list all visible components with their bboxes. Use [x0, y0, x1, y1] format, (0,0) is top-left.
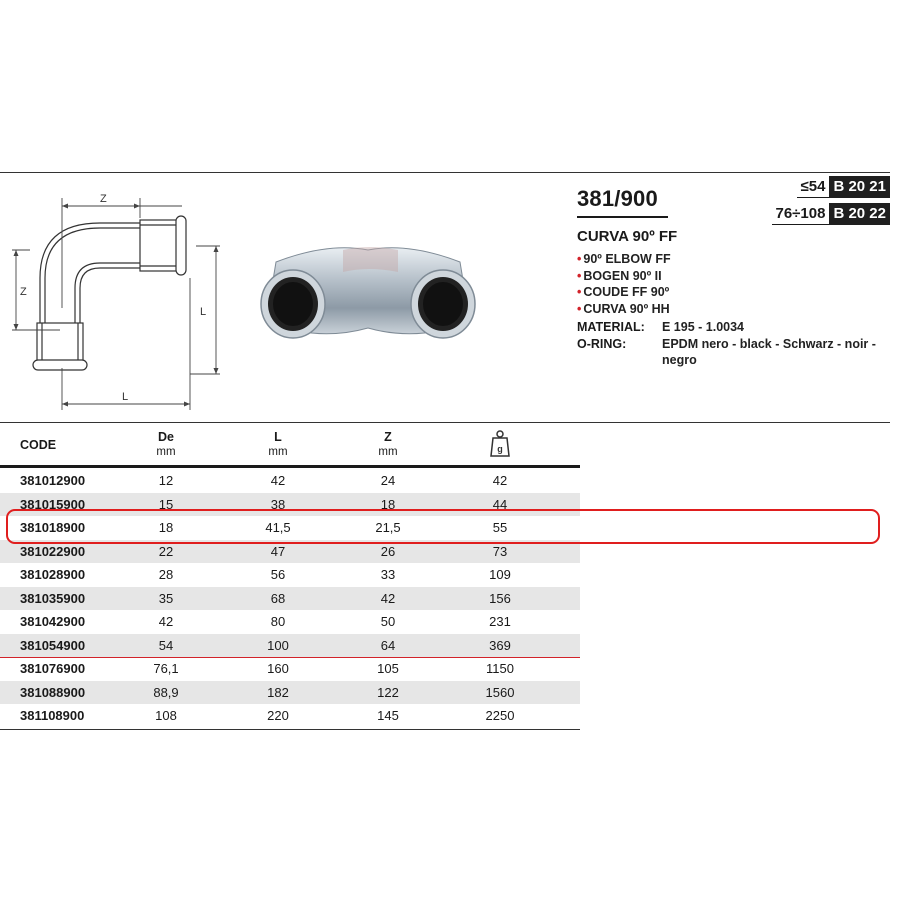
cell-code: 381022900	[20, 543, 86, 559]
table-row	[0, 657, 580, 681]
cell-l: 100	[267, 637, 289, 653]
header-rule	[0, 465, 580, 468]
red-dot-bullet-icon: •	[577, 268, 582, 283]
cell-code: 381015900	[20, 496, 86, 512]
cell-l: 160	[267, 661, 289, 676]
header-weight	[470, 428, 530, 461]
cell-de: 54	[158, 637, 174, 653]
dim-z-left: Z	[20, 286, 27, 298]
table-row	[0, 634, 580, 658]
cell-de: 28	[158, 567, 174, 582]
cell-de: 42	[158, 614, 174, 629]
red-dot-bullet-icon: •	[577, 285, 582, 299]
cell-z: 24	[380, 473, 396, 488]
cell-z: 50	[380, 614, 396, 629]
cell-g: 1560	[485, 684, 515, 700]
row-highlight	[6, 509, 880, 544]
table-row	[0, 563, 580, 587]
size-badge	[797, 176, 890, 198]
red-dot-bullet-icon: •	[577, 301, 582, 316]
table-body	[0, 469, 580, 728]
cell-code: 381054900	[20, 637, 86, 653]
table-row	[0, 587, 580, 611]
cell-g: 1150	[486, 661, 514, 676]
translation-item: • BOGEN 90º II	[577, 268, 662, 283]
cell-l: 41,5	[265, 520, 291, 535]
badge-code: B 20 22	[829, 203, 890, 225]
cell-l: 38	[270, 496, 286, 512]
table-bottom-rule	[0, 729, 580, 730]
cell-l: 47	[270, 543, 286, 559]
dim-l-bottom: L	[122, 391, 129, 403]
header-l: L mm	[268, 430, 288, 458]
table-row	[0, 610, 580, 634]
svg-text:g: g	[497, 444, 503, 454]
cell-g: 44	[492, 496, 508, 512]
cell-code: 381088900	[20, 684, 86, 700]
cell-z: 33	[380, 567, 396, 582]
cell-g: 42	[492, 473, 508, 488]
red-dot-bullet-icon: •	[577, 252, 582, 266]
cell-code: 381108900	[20, 708, 85, 723]
table-header	[0, 426, 580, 464]
section-divider	[0, 422, 890, 423]
group-divider	[0, 657, 580, 658]
header-z: Z mm	[378, 430, 398, 458]
cell-l: 42	[270, 473, 286, 488]
product-photo	[248, 232, 488, 350]
translation-item: • 90º ELBOW FF	[577, 252, 671, 266]
badge-range: 76÷108	[772, 203, 830, 225]
weight-icon	[489, 428, 511, 458]
code-underline	[577, 216, 668, 218]
cell-code: 381042900	[20, 614, 86, 629]
cell-g: 73	[492, 543, 508, 559]
size-badge	[772, 203, 891, 225]
dim-l-right: L	[200, 306, 207, 318]
translations-list	[577, 251, 671, 317]
cell-l: 80	[270, 614, 286, 629]
cell-g: 55	[492, 520, 508, 535]
cell-de: 18	[158, 520, 174, 535]
cell-de: 108	[155, 708, 177, 723]
table-row	[0, 469, 580, 493]
oring-value-line2: negro	[662, 353, 697, 367]
cell-z: 105	[377, 661, 399, 676]
cell-l: 56	[270, 567, 286, 582]
cell-z: 18	[380, 496, 396, 512]
technical-drawing	[0, 178, 240, 418]
cell-code: 381035900	[20, 590, 86, 606]
cell-de: 88,9	[153, 684, 179, 700]
table-row	[0, 704, 580, 728]
cell-g: 2250	[485, 708, 515, 723]
oring-value-line1: EPDM nero - black - Schwarz - noir -	[662, 337, 876, 351]
cell-code: 381028900	[20, 567, 86, 582]
material-value: E 195 - 1.0034	[662, 320, 745, 334]
header-code: CODE	[20, 438, 57, 452]
translation-item: • COUDE FF 90º	[577, 285, 670, 299]
cell-code: 381012900	[20, 473, 86, 488]
header-de: De mm	[156, 430, 176, 458]
cell-de: 35	[158, 590, 174, 606]
material-label: MATERIAL:	[577, 320, 645, 334]
product-code: 381/900	[577, 186, 658, 211]
top-divider	[0, 172, 890, 173]
cell-de: 76,1	[153, 661, 179, 676]
oring-label: O-RING:	[577, 337, 627, 351]
badge-code: B 20 21	[829, 176, 890, 198]
cell-z: 42	[380, 590, 396, 606]
cell-g: 231	[489, 614, 511, 629]
translation-item: • CURVA 90º HH	[577, 301, 670, 316]
badge-range: ≤54	[797, 176, 830, 198]
cell-code: 381018900	[20, 520, 86, 535]
cell-z: 64	[380, 637, 396, 653]
table-row	[0, 681, 580, 705]
cell-l: 182	[267, 684, 289, 700]
cell-g: 369	[489, 637, 511, 653]
cell-l: 68	[270, 590, 286, 606]
cell-z: 26	[380, 543, 396, 559]
cell-g: 109	[489, 567, 511, 582]
product-name: CURVA 90º FF	[577, 228, 678, 245]
cell-l: 220	[267, 708, 289, 723]
cell-code: 381076900	[20, 661, 86, 676]
cell-z: 122	[377, 684, 399, 700]
cell-de: 12	[158, 473, 174, 488]
cell-z: 145	[377, 708, 399, 723]
cell-de: 22	[158, 543, 174, 559]
dim-z-top: Z	[100, 193, 107, 205]
cell-z: 21,5	[375, 520, 401, 535]
cell-de: 15	[158, 496, 174, 512]
cell-g: 156	[489, 590, 511, 606]
